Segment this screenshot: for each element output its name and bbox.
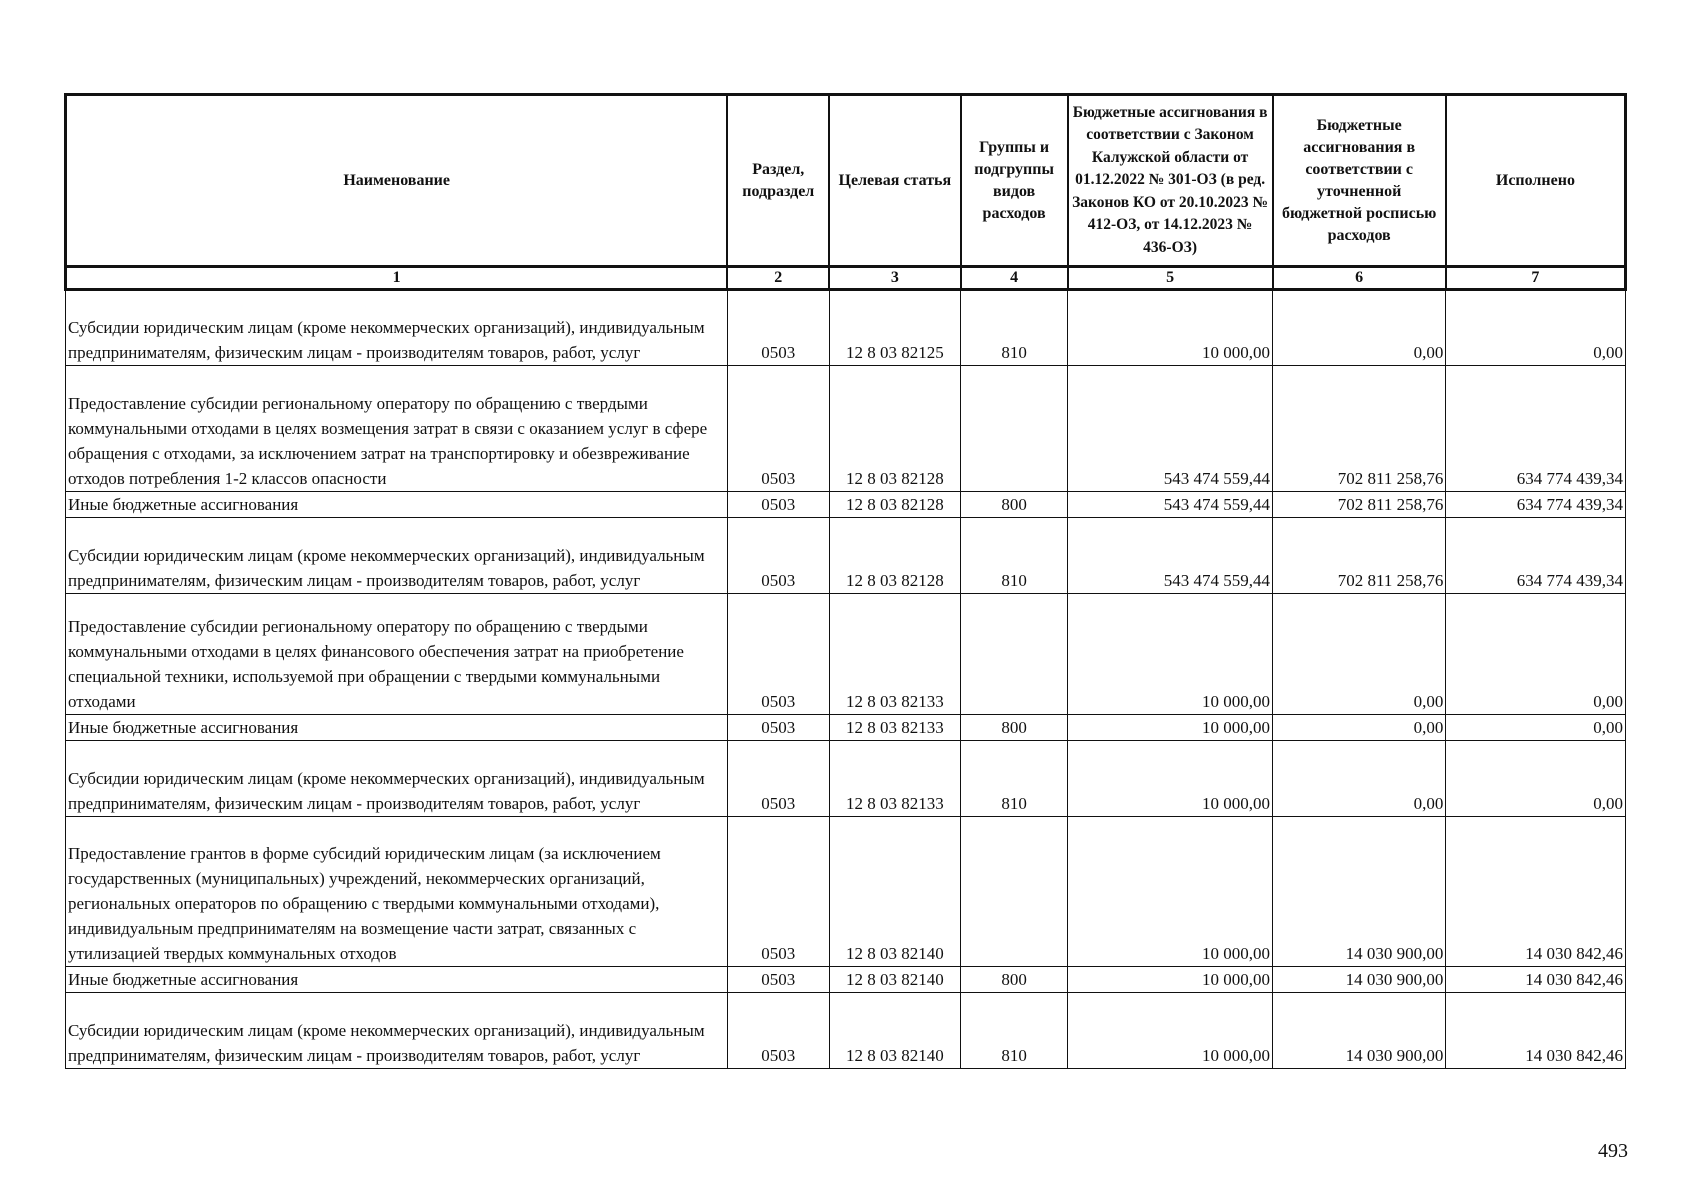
row-group (961, 366, 1068, 492)
row-refined-amount: 0,00 (1273, 594, 1446, 715)
row-article: 12 8 03 82128 (829, 366, 960, 492)
table-row (66, 967, 1626, 993)
column-number-row (66, 267, 1626, 290)
header-law-appropriations: Бюджетные ассигнования в соответствии с Законом Калужской области от 01.12.2022 № 301-ОЗ (в ред. Законов КО от 20.10.2023 № 412-ОЗ, от 14.12.2023 № 436-ОЗ) (1068, 95, 1273, 267)
row-executed-amount: 14 030 842,46 (1446, 967, 1626, 993)
row-name: Предоставление грантов в форме субсидий юридическим лицам (за исключением государственных (муниципальных) учреждений, некоммерческих организаций, региональных операторов по обращению с твердыми коммунальными отходами), индивидуальным предпринимателям на возмещение части затрат, связанных с утилизацией твердых коммунальных отходов (66, 817, 728, 967)
row-refined-amount: 702 811 258,76 (1273, 492, 1446, 518)
column-number: 4 (961, 267, 1068, 290)
column-number: 2 (727, 267, 829, 290)
row-article: 12 8 03 82140 (829, 817, 960, 967)
row-name: Предоставление субсидии региональному оператору по обращению с твердыми коммунальными отходами в целях возмещения затрат в связи с оказанием услуг в сфере обращения с отходами, за исключением затрат на транспортировку и обезвреживание отходов потребления 1-2 классов опасности (66, 366, 728, 492)
row-section: 0503 (727, 817, 829, 967)
row-group: 810 (961, 993, 1068, 1069)
row-law-amount: 10 000,00 (1068, 594, 1273, 715)
row-refined-amount: 0,00 (1273, 741, 1446, 817)
table-row (66, 715, 1626, 741)
budget-table (64, 93, 1627, 1069)
row-executed-amount: 0,00 (1446, 290, 1626, 366)
row-group: 810 (961, 518, 1068, 594)
column-number: 3 (829, 267, 960, 290)
row-article: 12 8 03 82128 (829, 492, 960, 518)
row-law-amount: 10 000,00 (1068, 993, 1273, 1069)
row-refined-amount: 0,00 (1273, 290, 1446, 366)
row-name: Субсидии юридическим лицам (кроме некоммерческих организаций), индивидуальным предпринимателям, физическим лицам - производителям товаров, работ, услуг (66, 290, 728, 366)
row-section: 0503 (727, 594, 829, 715)
row-section: 0503 (727, 290, 829, 366)
header-target-article: Целевая статья (829, 95, 960, 267)
table-header (66, 95, 1626, 290)
row-name: Субсидии юридическим лицам (кроме некоммерческих организаций), индивидуальным предпринимателям, физическим лицам - производителям товаров, работ, услуг (66, 993, 728, 1069)
header-section: Раздел, подраздел (727, 95, 829, 267)
page-number: 493 (1598, 1140, 1628, 1162)
row-group: 810 (961, 741, 1068, 817)
column-number: 7 (1446, 267, 1626, 290)
row-law-amount: 10 000,00 (1068, 715, 1273, 741)
header-refined-appropriations: Бюджетные ассигнования в соответствии с уточненной бюджетной росписью расходов (1273, 95, 1446, 267)
row-article: 12 8 03 82140 (829, 967, 960, 993)
row-section: 0503 (727, 492, 829, 518)
row-section: 0503 (727, 967, 829, 993)
row-section: 0503 (727, 993, 829, 1069)
row-executed-amount: 634 774 439,34 (1446, 492, 1626, 518)
row-section: 0503 (727, 715, 829, 741)
row-article: 12 8 03 82133 (829, 594, 960, 715)
row-group (961, 594, 1068, 715)
row-refined-amount: 14 030 900,00 (1273, 967, 1446, 993)
row-executed-amount: 0,00 (1446, 741, 1626, 817)
row-law-amount: 10 000,00 (1068, 817, 1273, 967)
table-row (66, 518, 1626, 594)
row-name: Иные бюджетные ассигнования (66, 715, 728, 741)
row-law-amount: 10 000,00 (1068, 741, 1273, 817)
row-article: 12 8 03 82125 (829, 290, 960, 366)
row-group (961, 817, 1068, 967)
row-law-amount: 543 474 559,44 (1068, 366, 1273, 492)
header-expense-groups: Группы и подгруппы видов расходов (961, 95, 1068, 267)
row-group: 810 (961, 290, 1068, 366)
table-row (66, 817, 1626, 967)
row-group: 800 (961, 492, 1068, 518)
row-name: Иные бюджетные ассигнования (66, 492, 728, 518)
row-refined-amount: 702 811 258,76 (1273, 518, 1446, 594)
row-name: Предоставление субсидии региональному оператору по обращению с твердыми коммунальными отходами в целях финансового обеспечения затрат на приобретение специальной техники, используемой при обращении с твердыми коммунальными отходами (66, 594, 728, 715)
table-row (66, 492, 1626, 518)
row-executed-amount: 0,00 (1446, 715, 1626, 741)
row-refined-amount: 0,00 (1273, 715, 1446, 741)
row-refined-amount: 702 811 258,76 (1273, 366, 1446, 492)
header-name: Наименование (66, 95, 728, 267)
row-name: Субсидии юридическим лицам (кроме некоммерческих организаций), индивидуальным предпринимателям, физическим лицам - производителям товаров, работ, услуг (66, 741, 728, 817)
row-refined-amount: 14 030 900,00 (1273, 817, 1446, 967)
row-article: 12 8 03 82133 (829, 741, 960, 817)
table-row (66, 741, 1626, 817)
row-executed-amount: 634 774 439,34 (1446, 366, 1626, 492)
row-executed-amount: 14 030 842,46 (1446, 817, 1626, 967)
row-executed-amount: 14 030 842,46 (1446, 993, 1626, 1069)
row-article: 12 8 03 82140 (829, 993, 960, 1069)
row-name: Иные бюджетные ассигнования (66, 967, 728, 993)
row-group: 800 (961, 715, 1068, 741)
row-article: 12 8 03 82133 (829, 715, 960, 741)
row-article: 12 8 03 82128 (829, 518, 960, 594)
header-executed: Исполнено (1446, 95, 1626, 267)
table-row (66, 594, 1626, 715)
table-row (66, 290, 1626, 366)
row-refined-amount: 14 030 900,00 (1273, 993, 1446, 1069)
row-name: Субсидии юридическим лицам (кроме некоммерческих организаций), индивидуальным предпринимателям, физическим лицам - производителям товаров, работ, услуг (66, 518, 728, 594)
column-number: 6 (1273, 267, 1446, 290)
table-row (66, 993, 1626, 1069)
row-executed-amount: 0,00 (1446, 594, 1626, 715)
table-row (66, 366, 1626, 492)
row-law-amount: 10 000,00 (1068, 967, 1273, 993)
row-executed-amount: 634 774 439,34 (1446, 518, 1626, 594)
row-law-amount: 543 474 559,44 (1068, 518, 1273, 594)
row-section: 0503 (727, 518, 829, 594)
row-law-amount: 543 474 559,44 (1068, 492, 1273, 518)
table-body (66, 290, 1626, 1069)
row-section: 0503 (727, 741, 829, 817)
column-number: 5 (1068, 267, 1273, 290)
header-row (66, 95, 1626, 267)
row-group: 800 (961, 967, 1068, 993)
row-section: 0503 (727, 366, 829, 492)
column-number: 1 (66, 267, 728, 290)
row-law-amount: 10 000,00 (1068, 290, 1273, 366)
